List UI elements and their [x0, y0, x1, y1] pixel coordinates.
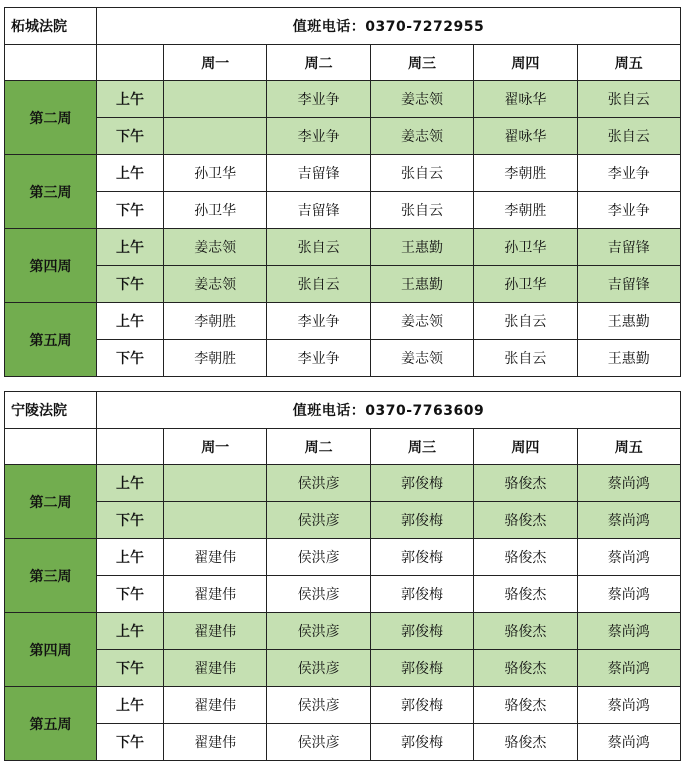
- judge-name-cell: 李业争: [267, 303, 370, 340]
- weekday-header: 周二: [267, 45, 370, 81]
- judge-name-cell: 姜志领: [370, 81, 473, 118]
- judge-name-cell: 郭俊梅: [370, 465, 473, 502]
- judge-name-cell: 李业争: [577, 155, 680, 192]
- judge-name-cell: 骆俊杰: [474, 465, 577, 502]
- weekday-header-row: [5, 45, 681, 81]
- slot-label: 上午: [97, 613, 164, 650]
- judge-name-cell: 骆俊杰: [474, 576, 577, 613]
- judge-name-cell: 蔡尚鸿: [577, 502, 680, 539]
- slot-label: 下午: [97, 340, 164, 377]
- judge-name-cell: 孙卫华: [474, 266, 577, 303]
- judge-name-cell: 郭俊梅: [370, 576, 473, 613]
- slot-label: 上午: [97, 81, 164, 118]
- judge-name-cell: 张自云: [267, 229, 370, 266]
- weekday-header: 周五: [577, 45, 680, 81]
- judge-name-cell: 侯洪彦: [267, 502, 370, 539]
- week-label: 第四周: [5, 229, 97, 303]
- table-row: [5, 81, 681, 118]
- table-row: [5, 650, 681, 687]
- judge-name-cell: [164, 118, 267, 155]
- court-name: 柘城法院: [5, 8, 97, 45]
- judge-name-cell: 侯洪彦: [267, 687, 370, 724]
- header-blank: [5, 45, 97, 81]
- weekday-header: 周三: [370, 45, 473, 81]
- duty-table: [4, 391, 681, 761]
- phone-label: 值班电话：: [292, 403, 366, 419]
- duty-phone: [97, 8, 681, 45]
- slot-label: 下午: [97, 650, 164, 687]
- table-row: [5, 465, 681, 502]
- judge-name-cell: 骆俊杰: [474, 502, 577, 539]
- table-row: [5, 118, 681, 155]
- header-blank: [5, 429, 97, 465]
- judge-name-cell: 郭俊梅: [370, 613, 473, 650]
- judge-name-cell: 姜志领: [370, 340, 473, 377]
- slot-label: 上午: [97, 303, 164, 340]
- judge-name-cell: 翟建伟: [164, 650, 267, 687]
- title-row: [5, 392, 681, 429]
- week-label: 第二周: [5, 81, 97, 155]
- table-row: [5, 502, 681, 539]
- week-label: 第二周: [5, 465, 97, 539]
- judge-name-cell: 蔡尚鸿: [577, 650, 680, 687]
- judge-name-cell: 骆俊杰: [474, 687, 577, 724]
- judge-name-cell: 骆俊杰: [474, 539, 577, 576]
- judge-name-cell: 李业争: [577, 192, 680, 229]
- judge-name-cell: 张自云: [267, 266, 370, 303]
- duty-phone: [97, 392, 681, 429]
- judge-name-cell: 侯洪彦: [267, 650, 370, 687]
- judge-name-cell: 李业争: [267, 340, 370, 377]
- judge-name-cell: 张自云: [370, 192, 473, 229]
- judge-name-cell: 翟建伟: [164, 539, 267, 576]
- judge-name-cell: 侯洪彦: [267, 465, 370, 502]
- judge-name-cell: 孙卫华: [474, 229, 577, 266]
- judge-name-cell: 李朝胜: [474, 155, 577, 192]
- slot-label: 下午: [97, 118, 164, 155]
- judge-name-cell: 姜志领: [164, 266, 267, 303]
- duty-table: [4, 7, 681, 377]
- judge-name-cell: 张自云: [577, 81, 680, 118]
- phone-label: 值班电话：: [292, 19, 366, 35]
- weekday-header: 周四: [474, 429, 577, 465]
- judge-name-cell: 郭俊梅: [370, 502, 473, 539]
- judge-name-cell: 骆俊杰: [474, 613, 577, 650]
- judge-name-cell: 孙卫华: [164, 192, 267, 229]
- judge-name-cell: 侯洪彦: [267, 576, 370, 613]
- header-blank: [97, 429, 164, 465]
- judge-name-cell: [164, 81, 267, 118]
- phone-number: 0370-7272955: [365, 19, 485, 35]
- judge-name-cell: 姜志领: [164, 229, 267, 266]
- judge-name-cell: 蔡尚鸿: [577, 539, 680, 576]
- judge-name-cell: 翟建伟: [164, 613, 267, 650]
- weekday-header: 周三: [370, 429, 473, 465]
- judge-name-cell: 翟咏华: [474, 81, 577, 118]
- weekday-header: 周二: [267, 429, 370, 465]
- table-row: [5, 613, 681, 650]
- judge-name-cell: 蔡尚鸿: [577, 687, 680, 724]
- table-row: [5, 266, 681, 303]
- week-label: 第四周: [5, 613, 97, 687]
- slot-label: 上午: [97, 539, 164, 576]
- judge-name-cell: 蔡尚鸿: [577, 465, 680, 502]
- judge-name-cell: 李业争: [267, 118, 370, 155]
- judge-name-cell: 侯洪彦: [267, 539, 370, 576]
- judge-name-cell: 吉留锋: [267, 155, 370, 192]
- weekday-header-row: [5, 429, 681, 465]
- weekday-header: 周一: [164, 45, 267, 81]
- weekday-header: 周四: [474, 45, 577, 81]
- table-row: [5, 576, 681, 613]
- table-row: [5, 687, 681, 724]
- judge-name-cell: 张自云: [577, 118, 680, 155]
- judge-name-cell: 王惠勤: [577, 303, 680, 340]
- weekday-header: 周五: [577, 429, 680, 465]
- judge-name-cell: 蔡尚鸿: [577, 724, 680, 761]
- slot-label: 下午: [97, 724, 164, 761]
- slot-label: 下午: [97, 192, 164, 229]
- court-name: 宁陵法院: [5, 392, 97, 429]
- slot-label: 上午: [97, 687, 164, 724]
- slot-label: 下午: [97, 266, 164, 303]
- judge-name-cell: [164, 502, 267, 539]
- judge-name-cell: 张自云: [474, 340, 577, 377]
- judge-name-cell: 姜志领: [370, 303, 473, 340]
- week-label: 第五周: [5, 687, 97, 761]
- judge-name-cell: 郭俊梅: [370, 687, 473, 724]
- table-row: [5, 303, 681, 340]
- week-label: 第三周: [5, 155, 97, 229]
- header-blank: [97, 45, 164, 81]
- judge-name-cell: 王惠勤: [577, 340, 680, 377]
- table-row: [5, 724, 681, 761]
- judge-name-cell: 郭俊梅: [370, 539, 473, 576]
- table-row: [5, 155, 681, 192]
- judge-name-cell: 李朝胜: [474, 192, 577, 229]
- judge-name-cell: [164, 465, 267, 502]
- slot-label: 上午: [97, 229, 164, 266]
- weekday-header: 周一: [164, 429, 267, 465]
- table-row: [5, 229, 681, 266]
- slot-label: 上午: [97, 155, 164, 192]
- judge-name-cell: 李业争: [267, 81, 370, 118]
- judge-name-cell: 李朝胜: [164, 340, 267, 377]
- judge-name-cell: 王惠勤: [370, 266, 473, 303]
- judge-name-cell: 李朝胜: [164, 303, 267, 340]
- judge-name-cell: 翟建伟: [164, 724, 267, 761]
- phone-number: 0370-7763609: [365, 403, 485, 419]
- judge-name-cell: 骆俊杰: [474, 724, 577, 761]
- slot-label: 下午: [97, 502, 164, 539]
- judge-name-cell: 王惠勤: [370, 229, 473, 266]
- judge-name-cell: 孙卫华: [164, 155, 267, 192]
- judge-name-cell: 蔡尚鸿: [577, 613, 680, 650]
- judge-name-cell: 翟建伟: [164, 576, 267, 613]
- judge-name-cell: 侯洪彦: [267, 613, 370, 650]
- table-row: [5, 340, 681, 377]
- judge-name-cell: 翟建伟: [164, 687, 267, 724]
- judge-name-cell: 郭俊梅: [370, 724, 473, 761]
- slot-label: 上午: [97, 465, 164, 502]
- slot-label: 下午: [97, 576, 164, 613]
- judge-name-cell: 吉留锋: [267, 192, 370, 229]
- week-label: 第五周: [5, 303, 97, 377]
- judge-name-cell: 吉留锋: [577, 229, 680, 266]
- judge-name-cell: 吉留锋: [577, 266, 680, 303]
- judge-name-cell: 侯洪彦: [267, 724, 370, 761]
- judge-name-cell: 骆俊杰: [474, 650, 577, 687]
- title-row: [5, 8, 681, 45]
- judge-name-cell: 张自云: [474, 303, 577, 340]
- table-row: [5, 192, 681, 229]
- judge-name-cell: 张自云: [370, 155, 473, 192]
- judge-name-cell: 翟咏华: [474, 118, 577, 155]
- judge-name-cell: 姜志领: [370, 118, 473, 155]
- table-row: [5, 539, 681, 576]
- judge-name-cell: 郭俊梅: [370, 650, 473, 687]
- week-label: 第三周: [5, 539, 97, 613]
- judge-name-cell: 蔡尚鸿: [577, 576, 680, 613]
